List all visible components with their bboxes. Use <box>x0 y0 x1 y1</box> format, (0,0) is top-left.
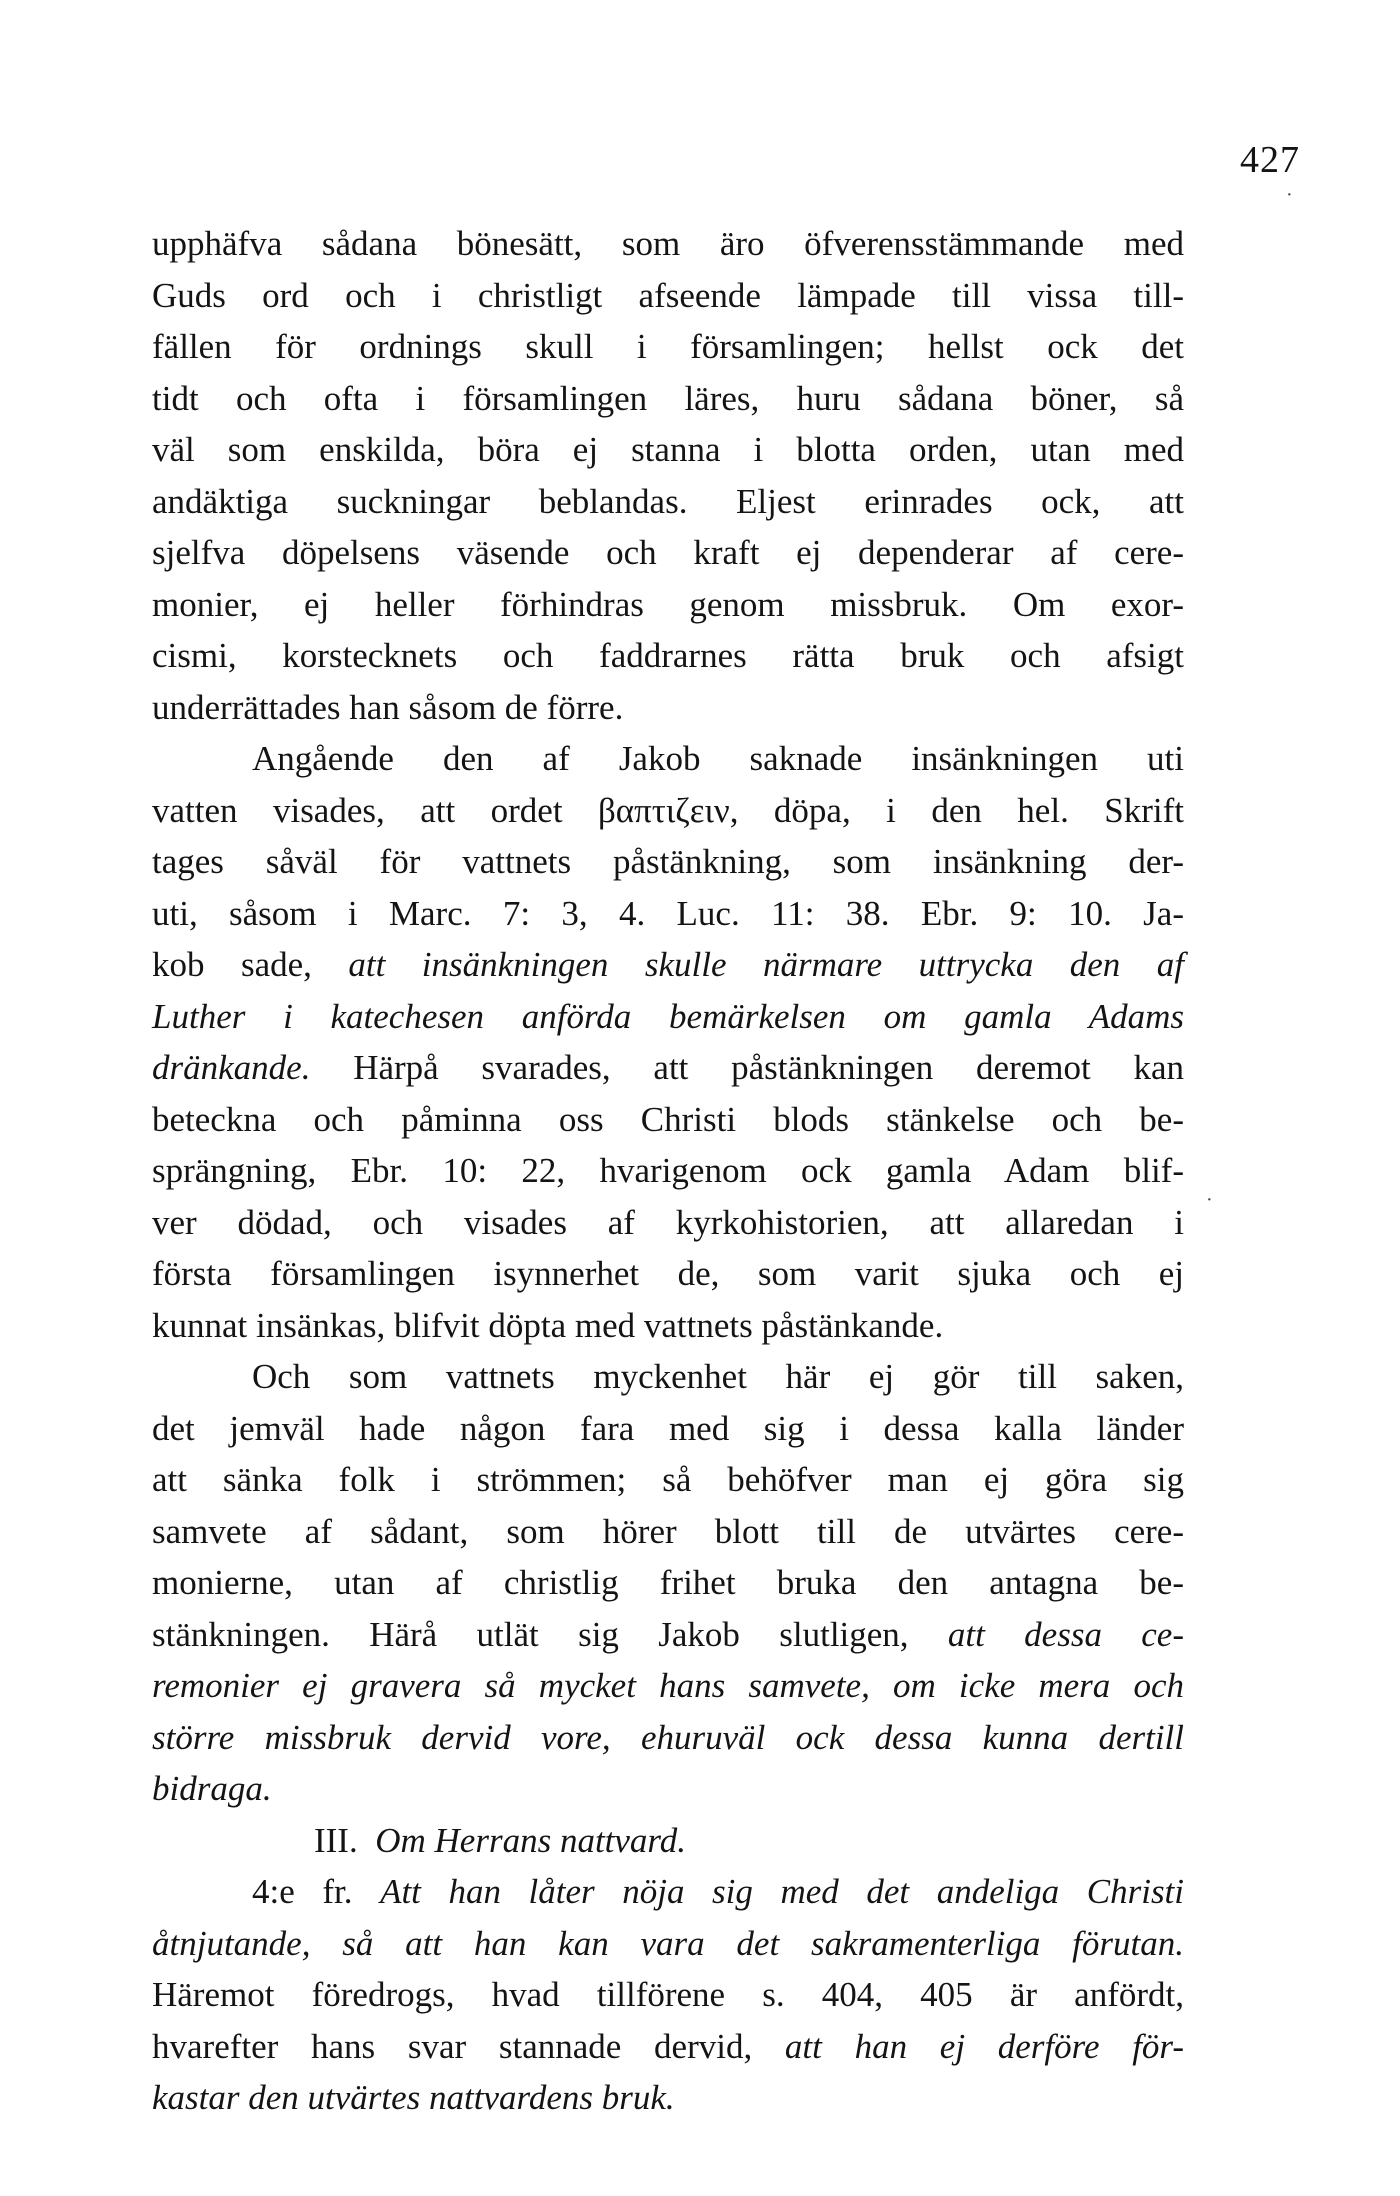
text-line <box>152 1918 1184 1970</box>
text-line: väl som enskilda, böra ej stanna i blotta orden, utan med <box>152 430 1184 469</box>
text-line: sprängning, Ebr. 10: 22, hvarigenom ock gamla Adam blif- <box>152 1151 1184 1190</box>
italic-run: Att han låter nöja sig med det andeliga Christi <box>380 1872 1185 1911</box>
text-line: ver dödad, och visades af kyrkohistorien, att allaredan i <box>152 1202 1184 1242</box>
text-line <box>152 2021 1184 2073</box>
text-line: samvete af sådant, som hörer blott till de utvärtes cere- <box>152 1511 1184 1551</box>
text-line: Häremot föredrogs, hvad tillförene s. 404, 405 är anfördt, <box>152 1975 1184 2014</box>
paper-speck: · <box>1286 184 1293 206</box>
italic-run: att han ej derföre för- <box>784 2026 1184 2066</box>
text-line: att sänka folk i strömmen; så behöfver man ej göra sig <box>152 1460 1184 1499</box>
text-line: kunnat insänkas, blifvit döpta med vattnets påstänkande. <box>152 1305 944 1345</box>
text-line <box>152 1866 1184 1918</box>
text-line: uti, såsom i Marc. 7: 3, 4. Luc. 11: 38. Ebr. 9: 10. Ja- <box>152 893 1184 933</box>
text-line: tidt och ofta i församlingen läres, huru sådana böner, så <box>152 378 1184 418</box>
paper-speck: · <box>1206 1189 1213 1211</box>
section-title: Om Herrans nattvard. <box>375 1820 686 1860</box>
body-text <box>152 218 1184 2124</box>
text-line: upphäfva sådana bönesätt, som äro öfverensstämmande med <box>152 224 1184 263</box>
text-run: Härpå svarades, att påstänkningen deremot kan <box>310 1048 1184 1087</box>
text-line <box>152 1042 1184 1094</box>
text-line: Och som vattnets myckenhet här ej gör till saken, <box>252 1357 1184 1396</box>
text-run: kob sade, <box>152 945 349 984</box>
text-run: stänkningen. Härå utlät sig Jakob slutligen, <box>152 1614 948 1654</box>
text-line: underrättades han såsom de förre. <box>152 687 624 727</box>
text-line: beteckna och påminna oss Christi blods stänkelse och be- <box>152 1099 1184 1139</box>
italic-run: kastar den utvärtes nattvardens bruk. <box>152 2078 675 2117</box>
text-line: sjelfva döpelsens väsende och kraft ej dependerar af cere- <box>152 533 1184 572</box>
text-line: tages såväl för vattnets påstänkning, som insänkning der- <box>152 842 1184 881</box>
text-line <box>152 991 1184 1043</box>
text-line: första församlingen isynnerhet de, som varit sjuka och ej <box>152 1254 1184 1293</box>
text-line: monier, ej heller förhindras genom missbruk. Om exor- <box>152 584 1184 624</box>
italic-run: Luther i katechesen anförda bemärkelsen om gamla Adams <box>152 996 1184 1036</box>
text-line <box>152 939 1184 991</box>
text-line: fällen för ordnings skull i församlingen; hellst ock det <box>152 327 1184 366</box>
text-line: cismi, korstecknets och faddrarnes rätta bruk och afsigt <box>152 636 1184 675</box>
italic-run: att dessa ce- <box>947 1614 1184 1654</box>
italic-run: bidraga. <box>152 1769 272 1808</box>
text-line <box>152 1712 1184 1764</box>
text-line: vatten visades, att ordet βαπτιζειν, döpa, i den hel. Skrift <box>152 790 1184 830</box>
italic-run: dränkande. <box>152 1048 311 1087</box>
page-number: 427 <box>1240 139 1300 181</box>
italic-run: remonier ej gravera så mycket hans samvete, om icke mera och <box>152 1666 1184 1705</box>
italic-run: att insänkningen skulle närmare uttrycka den af <box>348 945 1184 984</box>
text-run: hvarefter hans svar stannade dervid, <box>152 2026 785 2066</box>
text-line: monierne, utan af christlig frihet bruka den antagna be- <box>152 1563 1184 1602</box>
text-line: Angående den af Jakob saknade insänkningen uti <box>252 739 1184 778</box>
text-line <box>152 1763 1184 1815</box>
section-number: III. <box>314 1820 358 1860</box>
text-line: Guds ord och i christligt afseende lämpade till vissa till- <box>152 275 1184 315</box>
text-line <box>152 1660 1184 1712</box>
text-line <box>152 2072 1184 2124</box>
text-line <box>152 1609 1184 1661</box>
text-line: andäktiga suckningar beblandas. Eljest erinrades ock, att <box>152 481 1184 521</box>
italic-run: större missbruk dervid vore, ehuruväl ock dessa kunna dertill <box>152 1717 1184 1757</box>
text-line: det jemväl hade någon fara med sig i dessa kalla länder <box>152 1408 1184 1448</box>
italic-run: åtnjutande, så att han kan vara det sakramenterliga förutan. <box>152 1923 1184 1963</box>
text-run: 4:e fr. <box>252 1872 381 1911</box>
section-heading <box>152 1815 1184 1867</box>
